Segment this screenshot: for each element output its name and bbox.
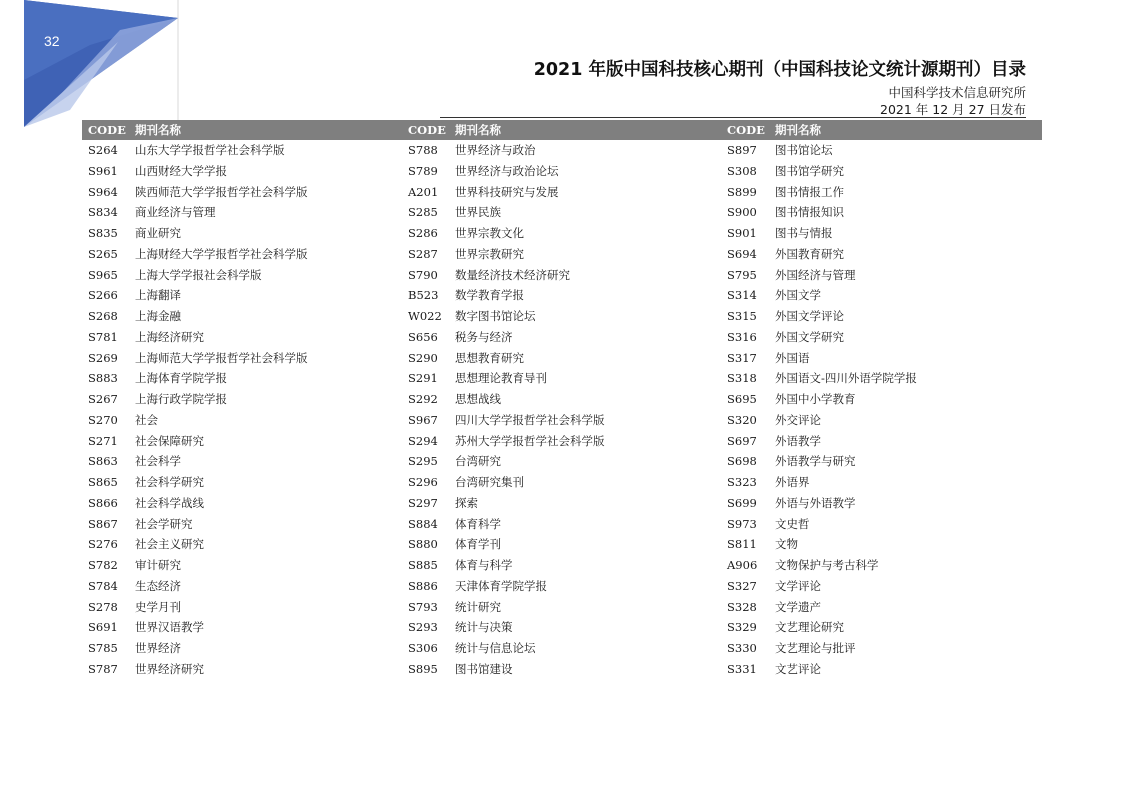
journal-name: 史学月刊 <box>135 599 181 614</box>
table-row <box>82 285 1042 306</box>
journal-name: 文物 <box>775 537 798 552</box>
journal-name: 世界宗教研究 <box>455 246 524 261</box>
header-name: 期刊名称 <box>775 123 821 137</box>
journal-name: 体育与科学 <box>455 558 513 572</box>
journal-code: S292 <box>408 392 438 406</box>
journal-name: 上海师范大学学报哲学社会科学版 <box>135 350 308 365</box>
journal-code: S285 <box>408 205 438 220</box>
journal-code: S961 <box>88 163 118 178</box>
journal-code: S697 <box>727 433 757 448</box>
journal-code: W022 <box>408 309 442 323</box>
journal-name: 统计与信息论坛 <box>455 641 536 655</box>
title-block <box>534 58 1026 118</box>
journal-code: S834 <box>88 205 118 220</box>
journal-code: S967 <box>408 412 438 427</box>
journal-code: S965 <box>88 267 118 282</box>
journal-name: 世界经济 <box>135 641 181 655</box>
journal-name: 台湾研究 <box>455 454 501 469</box>
journal-name: 商业研究 <box>135 226 181 240</box>
journal-name: 世界经济与政治 <box>455 143 536 157</box>
journal-name: 外国教育研究 <box>775 246 844 261</box>
journal-code: S785 <box>88 641 118 655</box>
journal-name: 外国文学 <box>775 288 821 303</box>
journal-name: 统计与决策 <box>455 620 513 635</box>
table-row <box>82 410 1042 431</box>
table-row <box>82 161 1042 182</box>
journal-code: S327 <box>727 578 757 593</box>
journal-code: S267 <box>88 392 118 406</box>
journal-code: S883 <box>88 371 118 386</box>
journal-code: S973 <box>727 516 757 531</box>
journal-name: 世界经济与政治论坛 <box>455 163 559 178</box>
journal-code: S291 <box>408 371 438 386</box>
journal-code: S287 <box>408 246 438 261</box>
journal-code: S278 <box>88 599 118 614</box>
journal-code: S265 <box>88 246 118 261</box>
journal-name: 社会学研究 <box>135 516 193 531</box>
journal-name: 外语教学与研究 <box>775 454 856 469</box>
journal-code: S296 <box>408 475 438 489</box>
journal-code: S295 <box>408 454 438 469</box>
journal-name: 图书馆建设 <box>455 661 513 676</box>
journal-code: S964 <box>88 184 118 199</box>
journal-code: S293 <box>408 620 438 635</box>
journal-name: 数量经济技术经济研究 <box>455 267 570 282</box>
journal-code: S268 <box>88 309 118 323</box>
journal-code: S329 <box>727 620 757 635</box>
journal-name: 外语与外语教学 <box>775 495 856 510</box>
journal-name: 思想理论教育导刊 <box>455 371 547 386</box>
header-code: CODE <box>88 123 126 137</box>
journal-name: 文物保护与考古科学 <box>775 558 879 572</box>
journal-code: S787 <box>88 661 118 676</box>
journal-name: 社会保障研究 <box>135 433 204 448</box>
journal-name: 上海金融 <box>135 309 181 323</box>
journal-name: 商业经济与管理 <box>135 205 216 220</box>
journal-name: 文学评论 <box>775 578 821 593</box>
journal-code: S699 <box>727 495 757 510</box>
journal-name: 外国语 <box>775 350 810 365</box>
journal-code: S900 <box>727 205 757 220</box>
journal-name: 统计研究 <box>455 599 501 614</box>
table-row <box>82 472 1042 493</box>
journal-name: 台湾研究集刊 <box>455 475 524 489</box>
journal-code: S835 <box>88 226 118 240</box>
table-row <box>82 389 1042 410</box>
journal-name: 外语界 <box>775 475 810 489</box>
journal-name: 四川大学学报哲学社会科学版 <box>455 412 605 427</box>
table-row <box>82 431 1042 452</box>
journal-code: S318 <box>727 371 757 386</box>
title-rule <box>440 117 1026 118</box>
journal-name: 探索 <box>455 495 478 510</box>
journal-code: A906 <box>727 558 758 572</box>
journal-name: 外国语文-四川外语学院学报 <box>775 371 917 386</box>
journal-name: 山西财经大学学报 <box>135 163 227 178</box>
publish-date: 2021 年 12 月 27 日发布 <box>880 102 1026 117</box>
journal-code: S784 <box>88 578 118 593</box>
journal-code: S314 <box>727 288 757 303</box>
journal-code: S286 <box>408 226 438 240</box>
journal-code: S290 <box>408 350 438 365</box>
journal-code: S901 <box>727 226 757 240</box>
journal-name: 体育科学 <box>455 516 501 531</box>
journal-name: 图书情报工作 <box>775 184 844 199</box>
journal-name: 天津体育学院学报 <box>455 578 547 593</box>
journal-code: S867 <box>88 516 118 531</box>
journal-code: S656 <box>408 329 438 344</box>
journal-code: S789 <box>408 163 438 178</box>
journal-code: S863 <box>88 454 118 469</box>
journal-name: 社会科学战线 <box>135 495 204 510</box>
table-row <box>82 638 1042 659</box>
journal-code: S264 <box>88 143 118 157</box>
journal-code: S865 <box>88 475 118 489</box>
document-title: 2021 年版中国科技核心期刊（中国科技论文统计源期刊）目录 <box>533 60 1026 80</box>
journal-name: 社会 <box>135 412 158 427</box>
journal-name: 数字图书馆论坛 <box>455 309 536 323</box>
table-row <box>82 451 1042 472</box>
journal-code: S781 <box>88 329 118 344</box>
journal-code: S316 <box>727 329 757 344</box>
table-row <box>82 223 1042 244</box>
table-row <box>82 140 1042 161</box>
journal-code: S866 <box>88 495 118 510</box>
journal-code: S899 <box>727 184 757 199</box>
journal-name: 社会科学研究 <box>135 475 204 489</box>
header-name: 期刊名称 <box>455 123 501 137</box>
table-row <box>82 576 1042 597</box>
journal-name: 审计研究 <box>135 558 181 572</box>
journal-name: 上海体育学院学报 <box>135 371 227 386</box>
table-row <box>82 182 1042 203</box>
table-row <box>82 265 1042 286</box>
table-row <box>82 555 1042 576</box>
table-row <box>82 534 1042 555</box>
journal-code: S320 <box>727 412 757 427</box>
journal-code: S269 <box>88 350 118 365</box>
journal-code: S880 <box>408 537 438 552</box>
journal-code: S884 <box>408 516 438 531</box>
journal-name: 生态经济 <box>135 578 181 593</box>
table-row <box>82 327 1042 348</box>
journal-name: 文艺评论 <box>775 661 821 676</box>
table-row <box>82 597 1042 618</box>
corner-decoration <box>0 0 180 130</box>
journal-code: S694 <box>727 246 757 261</box>
journal-code: S793 <box>408 599 438 614</box>
journal-code: S897 <box>727 143 757 157</box>
journal-name: 体育学刊 <box>455 537 501 552</box>
journal-code: A201 <box>408 184 439 199</box>
journal-code: S271 <box>88 433 118 448</box>
table-row <box>82 368 1042 389</box>
journal-table <box>82 120 1042 680</box>
journal-name: 上海翻译 <box>135 288 181 303</box>
journal-name: 陕西师范大学学报哲学社会科学版 <box>135 184 308 199</box>
journal-code: S276 <box>88 537 118 552</box>
journal-name: 山东大学学报哲学社会科学版 <box>135 143 285 157</box>
journal-name: 苏州大学学报哲学社会科学版 <box>455 433 605 448</box>
journal-code: S895 <box>408 661 438 676</box>
header-name: 期刊名称 <box>135 123 181 137</box>
journal-name: 文学遗产 <box>775 599 821 614</box>
journal-code: S317 <box>727 350 757 365</box>
table-row <box>82 617 1042 638</box>
journal-name: 文史哲 <box>775 516 810 531</box>
journal-code: S790 <box>408 267 438 282</box>
journal-name: 外国文学研究 <box>775 329 844 344</box>
journal-name: 文艺理论研究 <box>775 620 844 635</box>
journal-code: S294 <box>408 433 438 448</box>
journal-code: S315 <box>727 309 757 323</box>
journal-code: S788 <box>408 143 438 157</box>
journal-name: 图书馆论坛 <box>775 143 833 157</box>
table-row <box>82 514 1042 535</box>
journal-name: 思想战线 <box>455 392 501 406</box>
journal-code: S885 <box>408 558 438 572</box>
journal-code: S270 <box>88 412 118 427</box>
table-row <box>82 493 1042 514</box>
header-code: CODE <box>727 123 765 137</box>
table-row <box>82 306 1042 327</box>
journal-code: S328 <box>727 599 757 614</box>
journal-name: 上海财经大学学报哲学社会科学版 <box>135 246 308 261</box>
journal-code: S691 <box>88 620 118 635</box>
journal-name: 世界经济研究 <box>135 661 204 676</box>
journal-code: S330 <box>727 641 757 655</box>
journal-code: S886 <box>408 578 438 593</box>
journal-code: S266 <box>88 288 118 303</box>
journal-name: 外语教学 <box>775 433 821 448</box>
journal-code: B523 <box>408 288 439 303</box>
header-code: CODE <box>408 123 446 137</box>
table-row <box>82 244 1042 265</box>
journal-name: 思想教育研究 <box>455 350 524 365</box>
journal-name: 世界科技研究与发展 <box>455 184 559 199</box>
journal-name: 外国中小学教育 <box>775 392 856 406</box>
journal-name: 上海行政学院学报 <box>135 392 227 406</box>
table-row <box>82 202 1042 223</box>
journal-name: 世界民族 <box>455 205 501 220</box>
journal-code: S323 <box>727 475 757 489</box>
journal-code: S698 <box>727 454 757 469</box>
table-body <box>82 140 1042 680</box>
journal-code: S331 <box>727 661 757 676</box>
journal-name: 数学教育学报 <box>455 288 524 303</box>
table-row <box>82 348 1042 369</box>
table-header <box>82 120 1042 140</box>
journal-name: 外国文学评论 <box>775 309 844 323</box>
journal-name: 社会主义研究 <box>135 537 204 552</box>
journal-name: 外交评论 <box>775 412 821 427</box>
journal-code: S308 <box>727 163 757 178</box>
publisher: 中国科学技术信息研究所 <box>888 85 1026 100</box>
journal-name: 税务与经济 <box>455 329 513 344</box>
journal-name: 上海大学学报社会科学版 <box>135 267 262 282</box>
journal-name: 图书情报知识 <box>775 205 844 220</box>
journal-name: 世界宗教文化 <box>455 226 524 240</box>
journal-name: 社会科学 <box>135 454 181 469</box>
journal-name: 图书馆学研究 <box>775 163 844 178</box>
journal-code: S306 <box>408 641 438 655</box>
journal-name: 世界汉语教学 <box>135 620 204 635</box>
table-row <box>82 659 1042 680</box>
journal-code: S795 <box>727 267 757 282</box>
journal-code: S297 <box>408 495 438 510</box>
journal-code: S782 <box>88 558 118 572</box>
journal-name: 外国经济与管理 <box>775 267 856 282</box>
page-number: 32 <box>44 33 60 49</box>
journal-code: S811 <box>727 537 757 552</box>
journal-name: 图书与情报 <box>775 226 833 240</box>
journal-name: 上海经济研究 <box>135 329 204 344</box>
journal-name: 文艺理论与批评 <box>775 641 856 655</box>
journal-code: S695 <box>727 392 757 406</box>
